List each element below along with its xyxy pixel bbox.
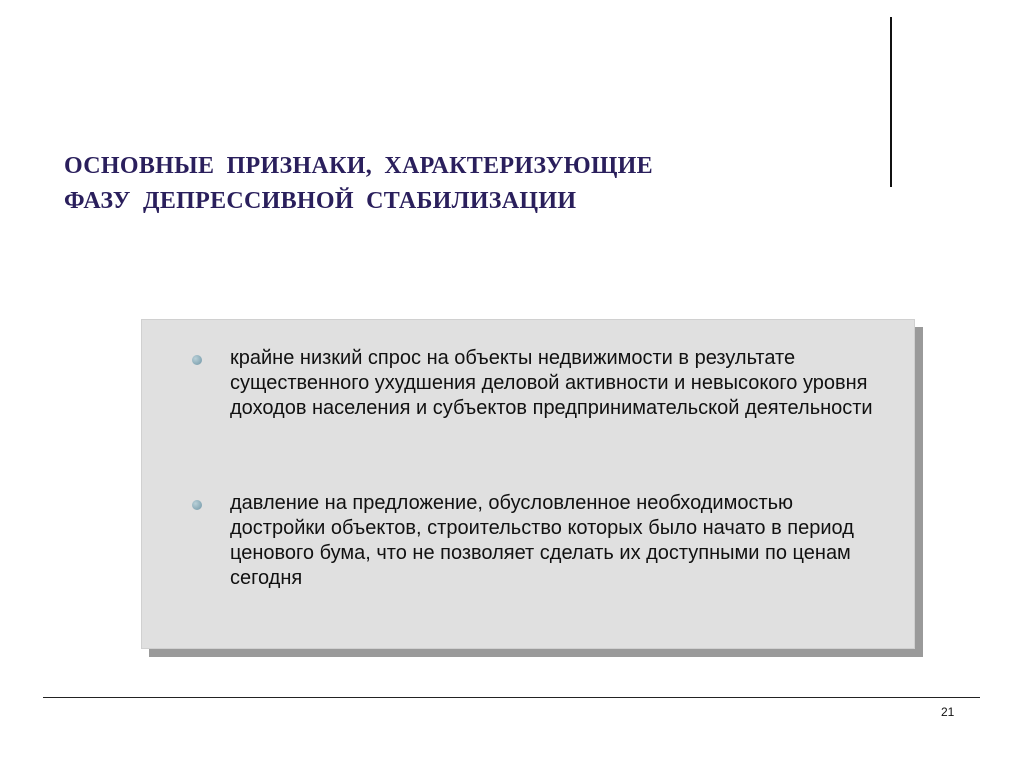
page-number: 21 [941,705,955,719]
bullet-text: давление на предложение, обусловленное необходимостью достройки объектов, строительство которых было начато в период ценового бума, что не позволяет сделать их доступными по ценам сегодня [230,492,854,589]
slide-title-line-2: ФАЗУ ДЕПРЕССИВНОЙ СТАБИЛИЗАЦИИ [64,188,577,214]
bullet-dot-icon [192,500,202,510]
slide-title-line-1: ОСНОВНЫЕ ПРИЗНАКИ, ХАРАКТЕРИЗУЮЩИЕ [64,153,653,179]
bullet-text: крайне низкий спрос на объекты недвижимости в результате существенного ухудшения деловой активности и невысокого уровня доходов населения и субъектов предпринимательской деятельности [230,347,873,419]
content-box [141,319,915,649]
bullet-item [230,491,890,591]
slide-title [64,149,653,219]
bullet-item [230,346,890,421]
bullet-dot-icon [192,355,202,365]
footer-divider-line [43,697,980,698]
vertical-divider-line [890,17,892,187]
